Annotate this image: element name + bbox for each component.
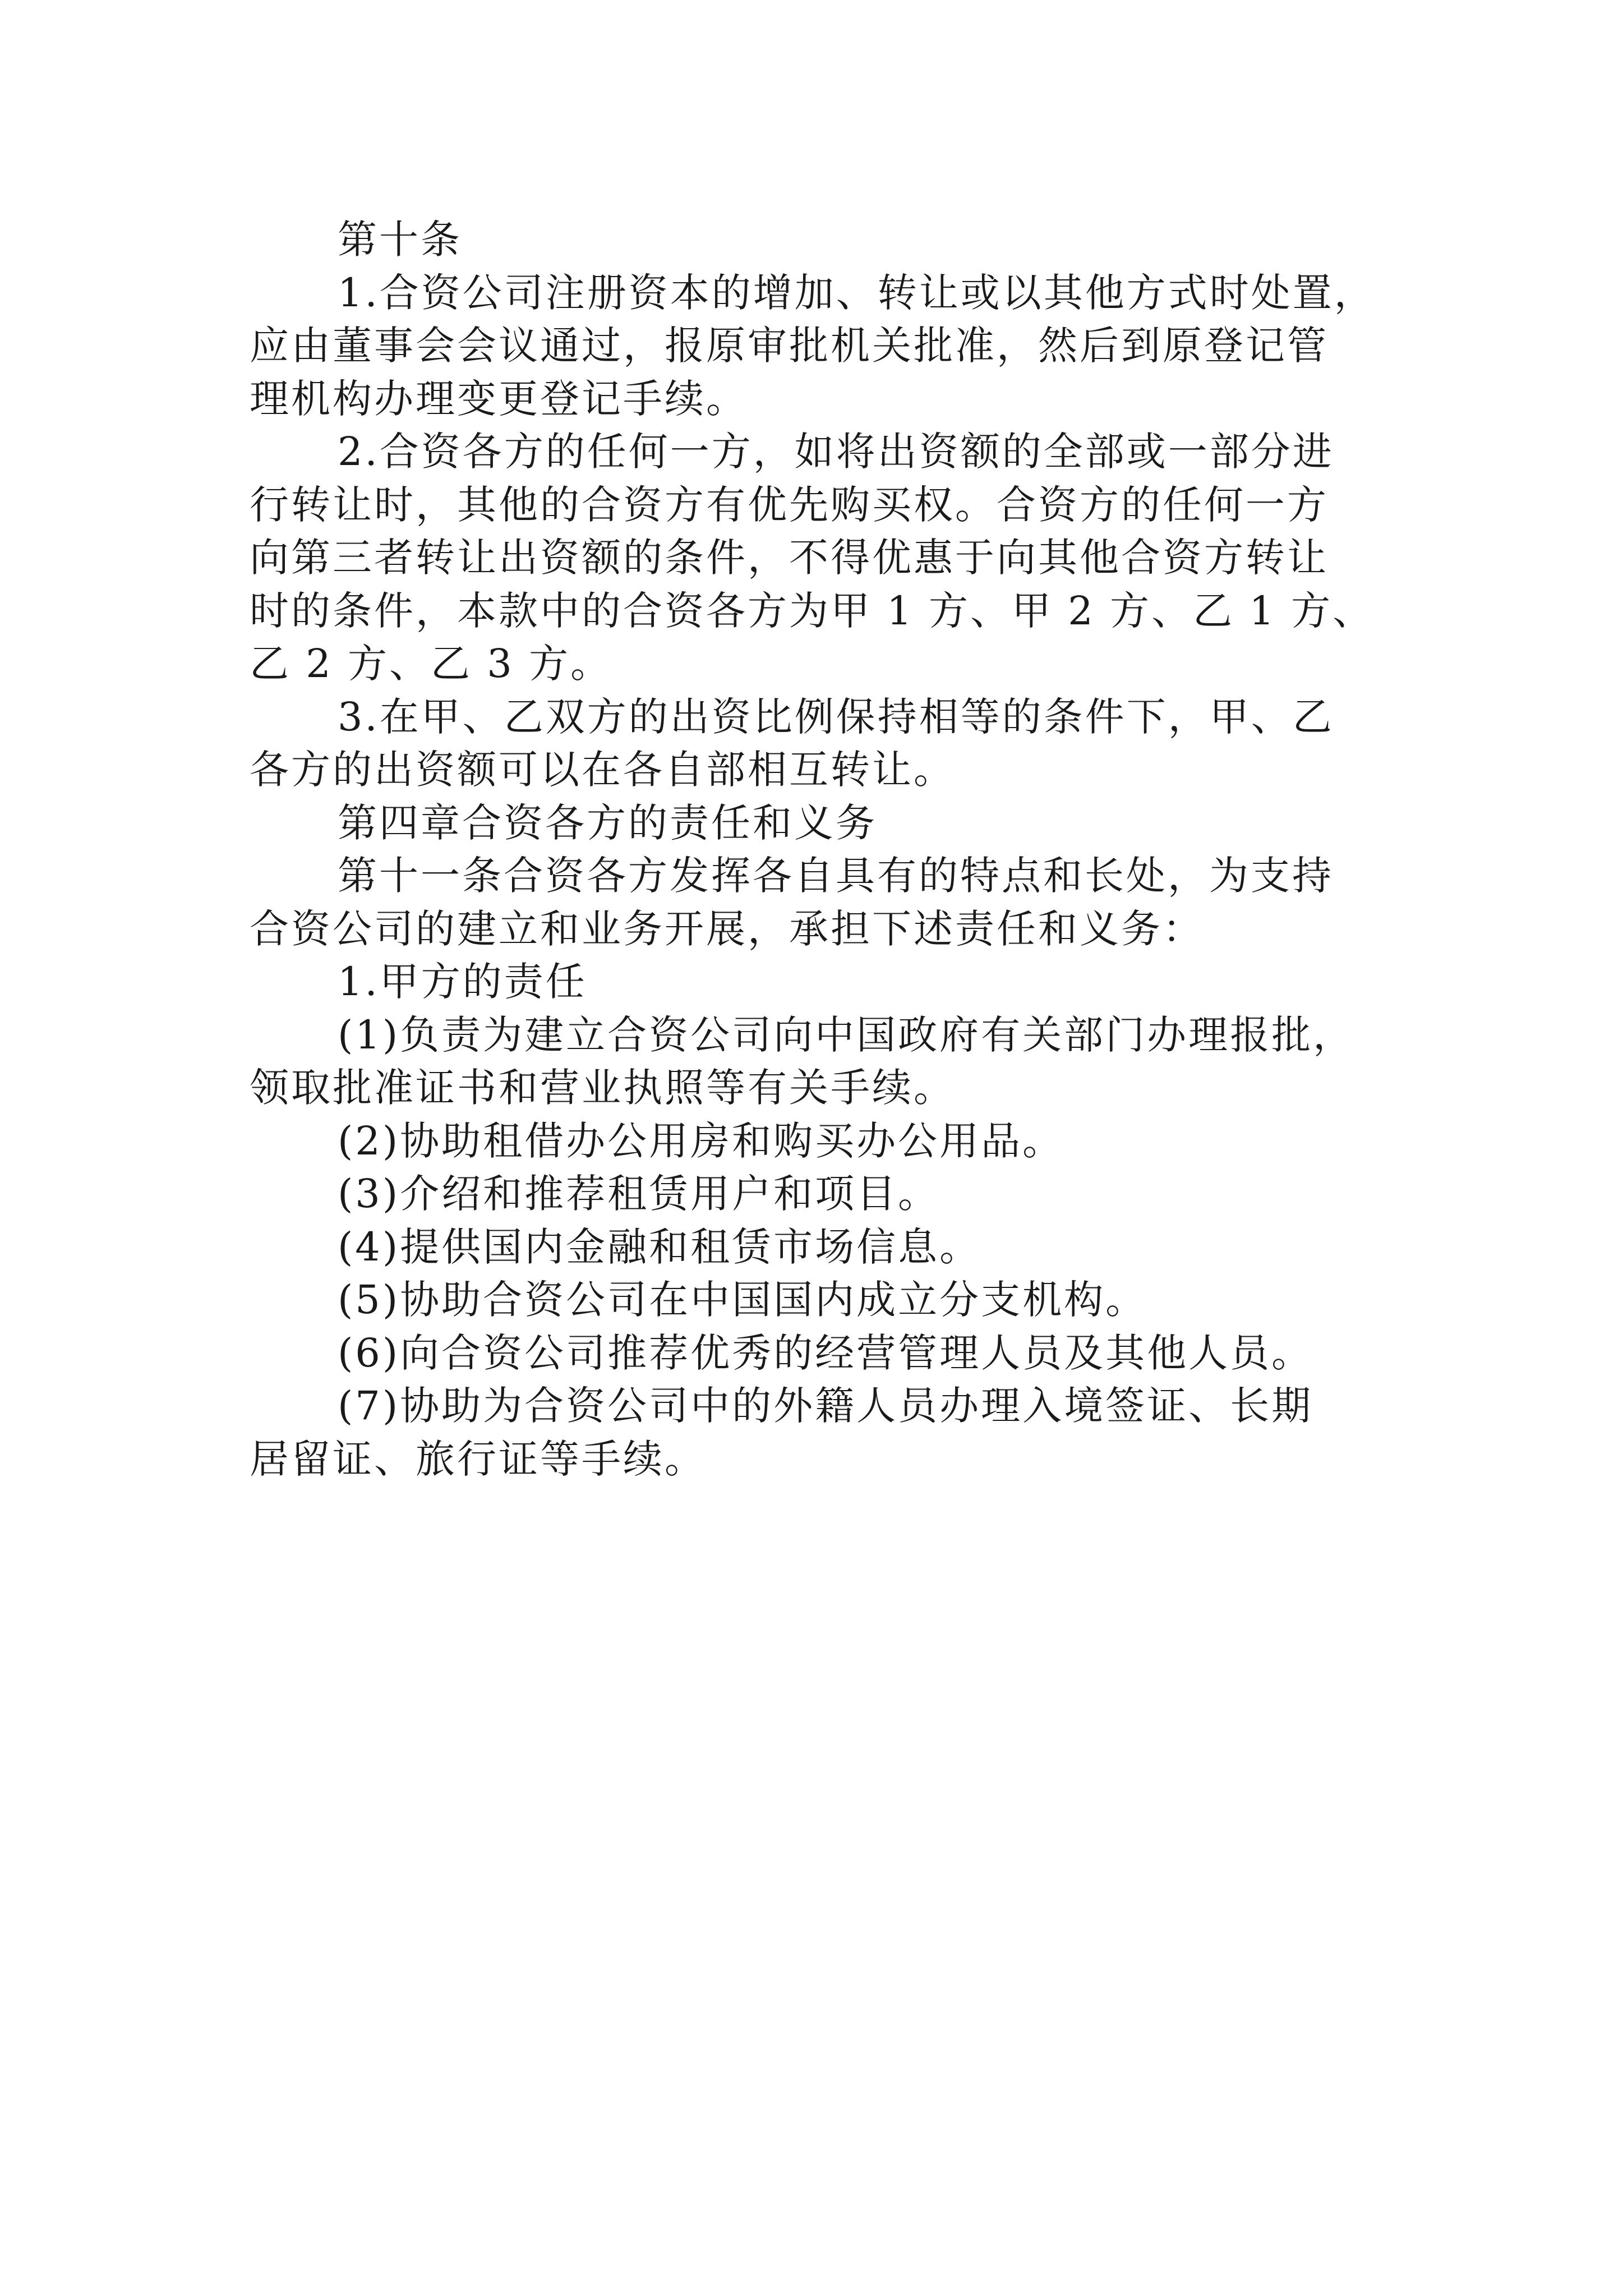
list-item: (1)负责为建立合资公司向中国政府有关部门办理报批，	[338, 1011, 1355, 1058]
list-item-continuation: 领取批准证书和营业执照等有关手续。	[250, 1065, 955, 1111]
paragraph-line: 第十一条合资各方发挥各自具有的特点和长处，为支持	[338, 853, 1334, 899]
list-item: (7)协助为合资公司中的外籍人员办理入境签证、长期	[338, 1383, 1313, 1429]
paragraph-line: 各方的出资额可以在各自部相互转让。	[250, 747, 955, 793]
list-item: (5)协助合资公司在中国国内成立分支机构。	[338, 1277, 1147, 1323]
list-item: (3)介绍和推荐租赁用户和项目。	[338, 1171, 940, 1217]
paragraph-line: 合资公司的建立和业务开展，承担下述责任和义务：	[250, 905, 1204, 952]
document-body	[250, 213, 1433, 1485]
list-item: (4)提供国内金融和租赁市场信息。	[338, 1223, 981, 1270]
paragraph-line: 1.合资公司注册资本的增加、转让或以其他方式时处置，	[338, 269, 1376, 316]
paragraph-line: 乙 2 方、乙 3 方。	[250, 641, 612, 687]
article-10-heading: 第十条	[338, 217, 462, 263]
paragraph-line: 应由董事会会议通过，报原审批机关批准，然后到原登记管	[250, 323, 1329, 369]
paragraph-line: 行转让时，其他的合资方有优先购买权。合资方的任何一方	[250, 481, 1329, 528]
list-item: (6)向合资公司推荐优秀的经营管理人员及其他人员。	[338, 1329, 1313, 1376]
list-item-continuation: 居留证、旅行证等手续。	[250, 1435, 706, 1482]
paragraph-line: 2.合资各方的任何一方，如将出资额的全部或一部分进	[338, 429, 1334, 475]
party-a-heading: 1.甲方的责任	[338, 959, 587, 1005]
chapter-4-heading: 第四章合资各方的责任和义务	[338, 799, 877, 846]
paragraph-line: 时的条件，本款中的合资各方为甲 1 方、甲 2 方、乙 1 方、	[250, 587, 1375, 634]
paragraph-line: 3.在甲、乙双方的出资比例保持相等的条件下，甲、乙	[338, 693, 1334, 740]
paragraph-line: 向第三者转让出资额的条件，不得优惠于向其他合资方转让	[250, 535, 1329, 581]
paragraph-line: 理机构办理变更登记手续。	[250, 375, 748, 422]
list-item: (2)协助租借办公用房和购买办公用品。	[338, 1117, 1064, 1164]
